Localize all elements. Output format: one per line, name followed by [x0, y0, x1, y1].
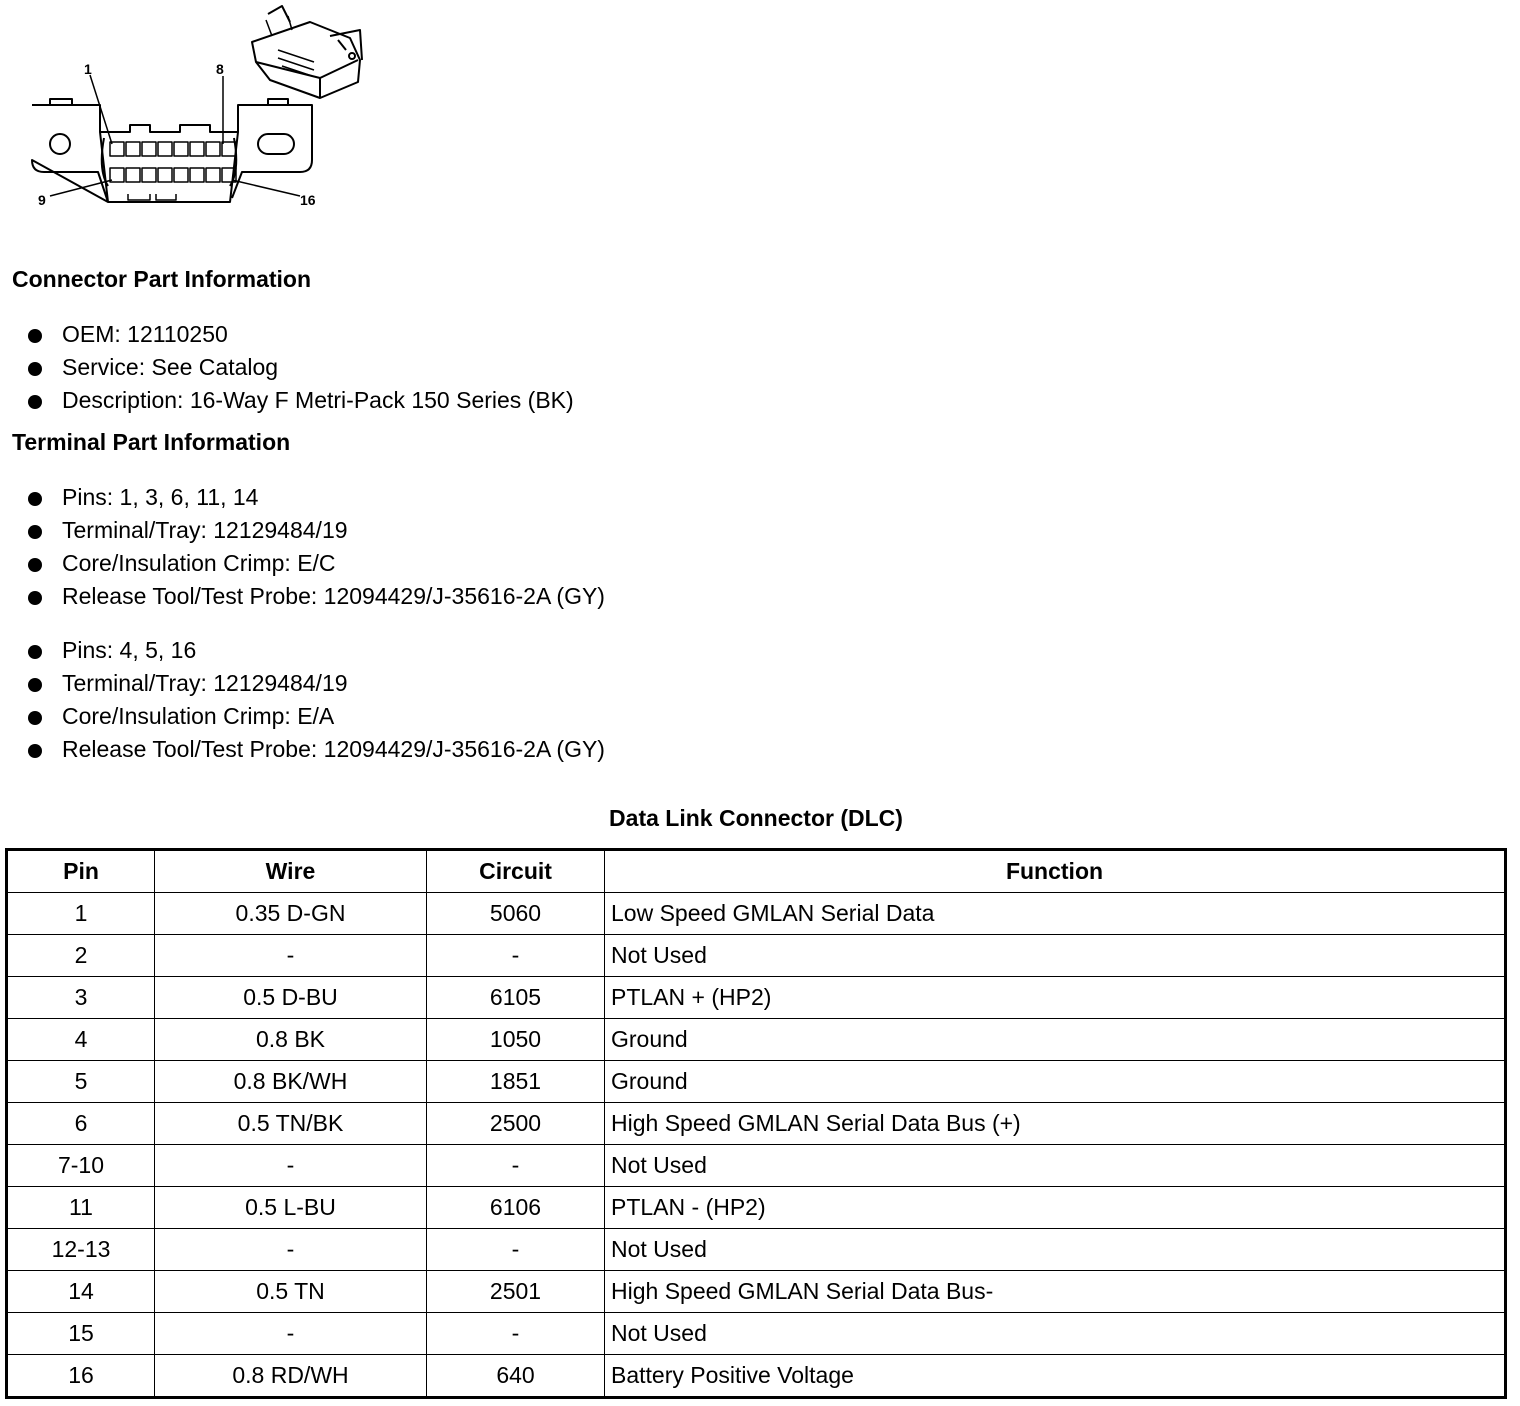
- cell-pin: 4: [7, 1019, 155, 1061]
- list-item: Pins: 1, 3, 6, 11, 14: [28, 481, 605, 514]
- cell-function: High Speed GMLAN Serial Data Bus-: [605, 1271, 1506, 1313]
- cell-circuit: -: [427, 935, 605, 977]
- cell-wire: 0.5 L-BU: [155, 1187, 427, 1229]
- pin-label-9: 9: [38, 192, 46, 208]
- dlc-pinout-table: [5, 848, 1507, 1399]
- cell-wire: -: [155, 1229, 427, 1271]
- list-item: OEM: 12110250: [28, 318, 574, 351]
- list-item: Core/Insulation Crimp: E/A: [28, 700, 605, 733]
- cell-pin: 1: [7, 893, 155, 935]
- bullet-icon: [28, 711, 42, 725]
- bullet-icon: [28, 558, 42, 572]
- table-row: [7, 1061, 1506, 1103]
- bullet-icon: [28, 591, 42, 605]
- cell-circuit: -: [427, 1313, 605, 1355]
- bullet-icon: [28, 645, 42, 659]
- header-wire: Wire: [155, 850, 427, 893]
- list-item: Pins: 4, 5, 16: [28, 634, 605, 667]
- cell-wire: 0.5 TN: [155, 1271, 427, 1313]
- cell-circuit: -: [427, 1145, 605, 1187]
- table-row: [7, 1355, 1506, 1398]
- cell-wire: 0.35 D-GN: [155, 893, 427, 935]
- cell-pin: 16: [7, 1355, 155, 1398]
- cell-function: Not Used: [605, 1145, 1506, 1187]
- table-row: [7, 935, 1506, 977]
- connector-part-info-list: [28, 318, 574, 417]
- table-row: [7, 1187, 1506, 1229]
- connector-part-info-heading: Connector Part Information: [12, 266, 312, 292]
- bullet-icon: [28, 395, 42, 409]
- cell-function: Low Speed GMLAN Serial Data: [605, 893, 1506, 935]
- cell-function: Not Used: [605, 935, 1506, 977]
- list-item: Service: See Catalog: [28, 351, 574, 384]
- cell-wire: 0.8 BK/WH: [155, 1061, 427, 1103]
- connector-diagram: [20, 0, 380, 215]
- list-item: Terminal/Tray: 12129484/19: [28, 514, 605, 547]
- cell-pin: 11: [7, 1187, 155, 1229]
- cell-pin: 3: [7, 977, 155, 1019]
- cell-wire: -: [155, 1145, 427, 1187]
- cell-function: PTLAN + (HP2): [605, 977, 1506, 1019]
- cell-pin: 6: [7, 1103, 155, 1145]
- cell-wire: 0.5 TN/BK: [155, 1103, 427, 1145]
- list-item: Release Tool/Test Probe: 12094429/J-35616-2A (GY): [28, 733, 605, 766]
- cell-function: Ground: [605, 1019, 1506, 1061]
- cell-wire: 0.5 D-BU: [155, 977, 427, 1019]
- header-circuit: Circuit: [427, 850, 605, 893]
- cell-function: Not Used: [605, 1313, 1506, 1355]
- table-row: [7, 893, 1506, 935]
- cell-wire: -: [155, 1313, 427, 1355]
- cell-circuit: 2500: [427, 1103, 605, 1145]
- cell-circuit: 1050: [427, 1019, 605, 1061]
- cell-pin: 12-13: [7, 1229, 155, 1271]
- cell-function: Battery Positive Voltage: [605, 1355, 1506, 1398]
- cell-circuit: 6105: [427, 977, 605, 1019]
- table-header-row: [7, 850, 1506, 893]
- cell-pin: 15: [7, 1313, 155, 1355]
- table-row: [7, 1313, 1506, 1355]
- bullet-icon: [28, 362, 42, 376]
- terminal-group-1-list: [28, 481, 605, 613]
- cell-pin: 7-10: [7, 1145, 155, 1187]
- table-row: [7, 977, 1506, 1019]
- table-row: [7, 1019, 1506, 1061]
- table-row: [7, 1271, 1506, 1313]
- cell-function: High Speed GMLAN Serial Data Bus (+): [605, 1103, 1506, 1145]
- list-item: Description: 16-Way F Metri-Pack 150 Series (BK): [28, 384, 574, 417]
- cell-function: PTLAN - (HP2): [605, 1187, 1506, 1229]
- terminal-part-info-heading: Terminal Part Information: [12, 429, 291, 455]
- bullet-icon: [28, 492, 42, 506]
- pin-label-16: 16: [300, 192, 316, 208]
- cell-circuit: 6106: [427, 1187, 605, 1229]
- terminal-group-2-list: [28, 634, 605, 766]
- list-item: Core/Insulation Crimp: E/C: [28, 547, 605, 580]
- cell-circuit: 5060: [427, 893, 605, 935]
- table-row: [7, 1145, 1506, 1187]
- cell-wire: 0.8 BK: [155, 1019, 427, 1061]
- cell-circuit: 640: [427, 1355, 605, 1398]
- bullet-icon: [28, 525, 42, 539]
- cell-function: Ground: [605, 1061, 1506, 1103]
- bullet-icon: [28, 744, 42, 758]
- cell-circuit: -: [427, 1229, 605, 1271]
- bullet-icon: [28, 329, 42, 343]
- cell-pin: 2: [7, 935, 155, 977]
- header-function: Function: [605, 850, 1506, 893]
- pin-label-8: 8: [216, 61, 224, 77]
- cell-wire: 0.8 RD/WH: [155, 1355, 427, 1398]
- cell-pin: 5: [7, 1061, 155, 1103]
- header-pin: Pin: [7, 850, 155, 893]
- cell-wire: -: [155, 935, 427, 977]
- pin-label-1: 1: [84, 61, 92, 77]
- table-row: [7, 1103, 1506, 1145]
- connector-isometric-view: [252, 6, 362, 98]
- cell-pin: 14: [7, 1271, 155, 1313]
- bullet-icon: [28, 678, 42, 692]
- cell-circuit: 2501: [427, 1271, 605, 1313]
- list-item: Terminal/Tray: 12129484/19: [28, 667, 605, 700]
- cell-function: Not Used: [605, 1229, 1506, 1271]
- table-row: [7, 1229, 1506, 1271]
- list-item: Release Tool/Test Probe: 12094429/J-35616-2A (GY): [28, 580, 605, 613]
- cell-circuit: 1851: [427, 1061, 605, 1103]
- table-title: Data Link Connector (DLC): [609, 805, 903, 831]
